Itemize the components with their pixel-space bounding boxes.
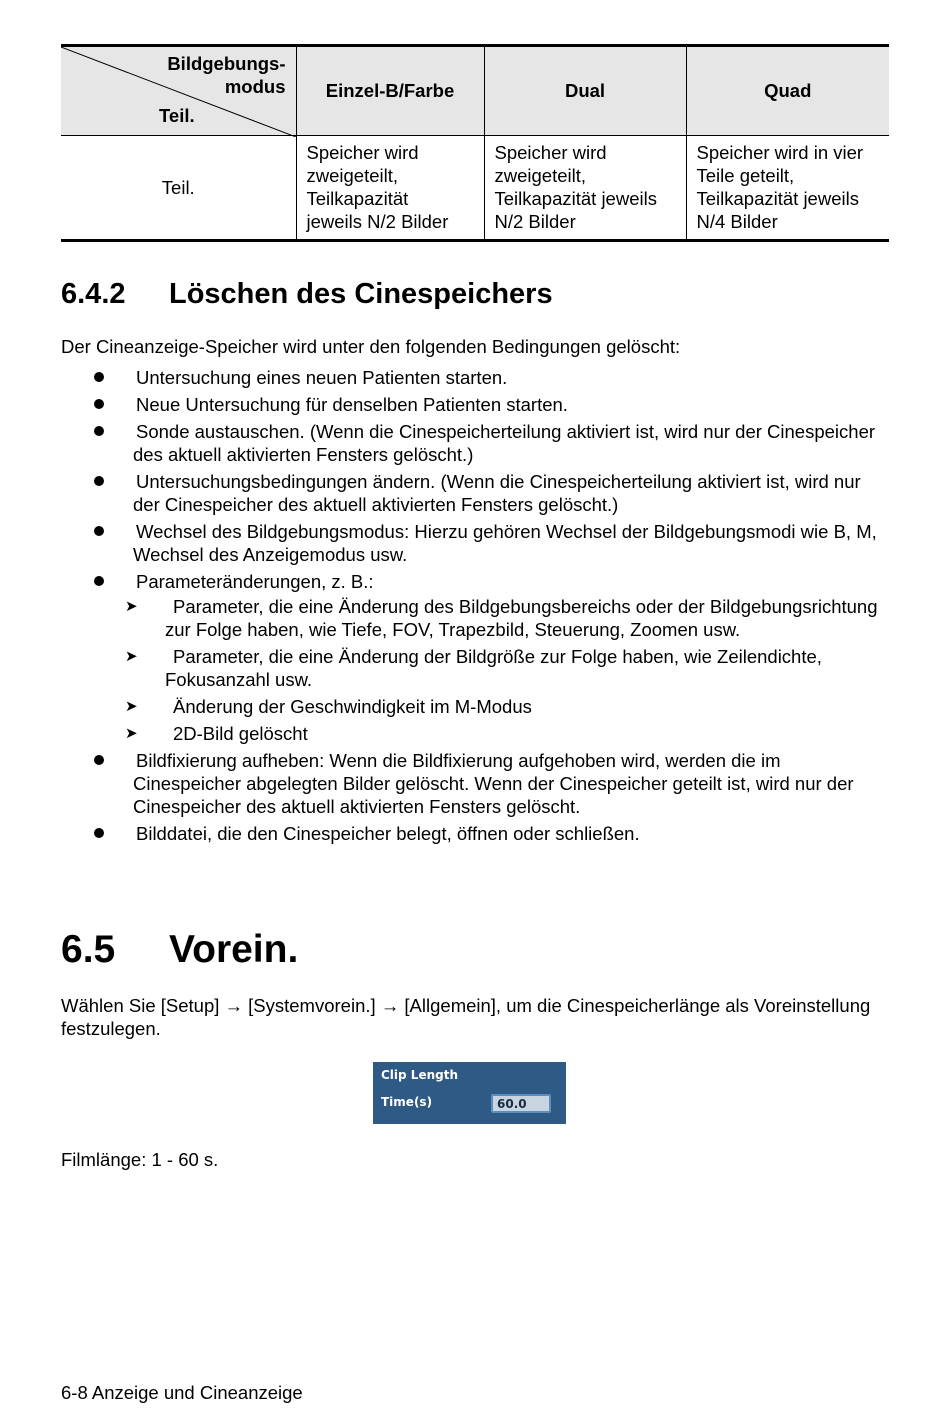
sub-list-item [61,722,889,745]
row-label: Teil. [61,136,296,241]
table-header-row [61,46,889,136]
bullet-icon [94,372,104,382]
bullet-icon [94,476,104,486]
list-item [61,520,889,566]
list-item-text: Neue Untersuchung für denselben Patienten starten. [136,394,568,415]
bullet-icon [94,526,104,536]
cell-single [296,136,484,241]
time-label: Time(s) [381,1095,433,1109]
list-item [61,420,889,466]
bullet-icon [94,755,104,765]
list-item-text: Wechsel des Bildgebungsmodus: Hierzu gehören Wechsel der Bildgebungsmodi wie B, M, Wechsel des Anzeigemodus usw. [133,521,877,565]
cell-quad [686,136,889,241]
sub-list-item-text: 2D-Bild gelöscht [173,723,308,744]
list-item [61,393,889,416]
sub-list-item [61,645,889,691]
sub-list-item-text: Parameter, die eine Änderung der Bildgröße zur Folge haben, wie Zeilendichte, Fokusanzahl usw. [165,646,822,690]
header-single: Einzel-B/Farbe [296,46,484,136]
section-heading-65 [61,928,298,972]
list-item [61,470,889,516]
arrowhead-icon: ➤ [125,698,138,715]
cell-line: Teile geteilt, [696,165,795,186]
table-row [61,136,889,241]
cell-line: zweigeteilt, [494,165,587,186]
clip-length-range: Filmlänge: 1 - 60 s. [61,1149,219,1170]
clip-length-panel [373,1062,566,1124]
arrowhead-icon: ➤ [125,725,138,742]
section-number: 6.4.2 [61,278,126,310]
time-input[interactable] [491,1094,551,1113]
table-corner-cell [61,46,296,136]
list-item [61,822,889,845]
cell-line: Speicher wird [306,142,419,163]
bullet-icon [94,426,104,436]
cell-line: jeweils N/2 Bilder [306,211,449,232]
section-intro: Der Cineanzeige-Speicher wird unter den folgenden Bedingungen gelöscht: [61,336,681,357]
parameter-sublist [61,595,889,745]
arrowhead-icon: ➤ [125,648,138,665]
page-footer: 6-8 Anzeige und Cineanzeige [61,1382,303,1403]
bullet-icon [94,576,104,586]
corner-bottom-label: Teil. [159,105,195,126]
preset-instruction: Wählen Sie [Setup] → [Systemvorein.] → [Allgemein], um die Cinespeicherlänge als Voreinstellung festzulegen. [61,995,871,1039]
corner-top-label [167,52,285,98]
arrowhead-icon: ➤ [125,598,138,615]
cell-dual [484,136,686,241]
page [61,44,889,1403]
list-item-text: Sonde austauschen. (Wenn die Cinespeicherteilung aktiviert ist, wird nur der Cinespeicher des aktuell aktivierten Fensters gelöscht.) [133,421,876,465]
bullet-icon [94,828,104,838]
deletion-conditions-list [61,366,889,849]
cell-line: Teilkapazität [306,188,409,209]
corner-top-line1: Bildgebungs- [167,53,286,74]
memory-split-table [61,44,889,242]
sub-list-item-text: Parameter, die eine Änderung des Bildgebungsbereichs oder der Bildgebungsrichtung zur Folge haben, wie Tiefe, FOV, Trapezbild, Steuerung, Zoomen usw. [165,596,878,640]
list-item [61,749,889,818]
section-heading-642 [61,278,553,311]
list-item-text: Parameteränderungen, z. B.: [136,571,374,592]
header-dual: Dual [484,46,686,136]
cell-line: Speicher wird in vier [696,142,864,163]
list-item [61,366,889,389]
bullet-icon [94,399,104,409]
cell-line: N/2 Bilder [494,211,576,232]
cell-line: zweigeteilt, [306,165,399,186]
header-quad: Quad [686,46,889,136]
list-item-text: Bilddatei, die den Cinespeicher belegt, öffnen oder schließen. [136,823,640,844]
list-item [61,570,889,745]
section-number: 6.5 [61,928,116,971]
cell-line: Speicher wird [494,142,607,163]
list-item-text: Bildfixierung aufheben: Wenn die Bildfixierung aufgehoben wird, werden die im Cinespeicher abgelegten Bilder gelöscht. Wenn der Cinespeicher geteilt ist, wird nur der Cinespeicher des aktuell aktivierten Fensters gelöscht. [133,750,854,817]
cell-line: Teilkapazität jeweils [494,188,657,209]
clip-length-title: Clip Length [381,1068,458,1082]
section-title: Vorein. [169,928,299,971]
sub-list-item [61,695,889,718]
sub-list-item [61,595,889,641]
corner-top-line2: modus [224,76,286,97]
section-title: Löschen des Cinespeichers [169,278,553,310]
list-item-text: Untersuchung eines neuen Patienten starten. [136,367,508,388]
sub-list-item-text: Änderung der Geschwindigkeit im M-Modus [173,696,532,717]
cell-line: Teilkapazität jeweils [696,188,859,209]
cell-line: N/4 Bilder [696,211,778,232]
list-item-text: Untersuchungsbedingungen ändern. (Wenn die Cinespeicherteilung aktiviert ist, wird nur der Cinespeicher des aktuell aktivierten Fensters gelöscht.) [133,471,861,515]
